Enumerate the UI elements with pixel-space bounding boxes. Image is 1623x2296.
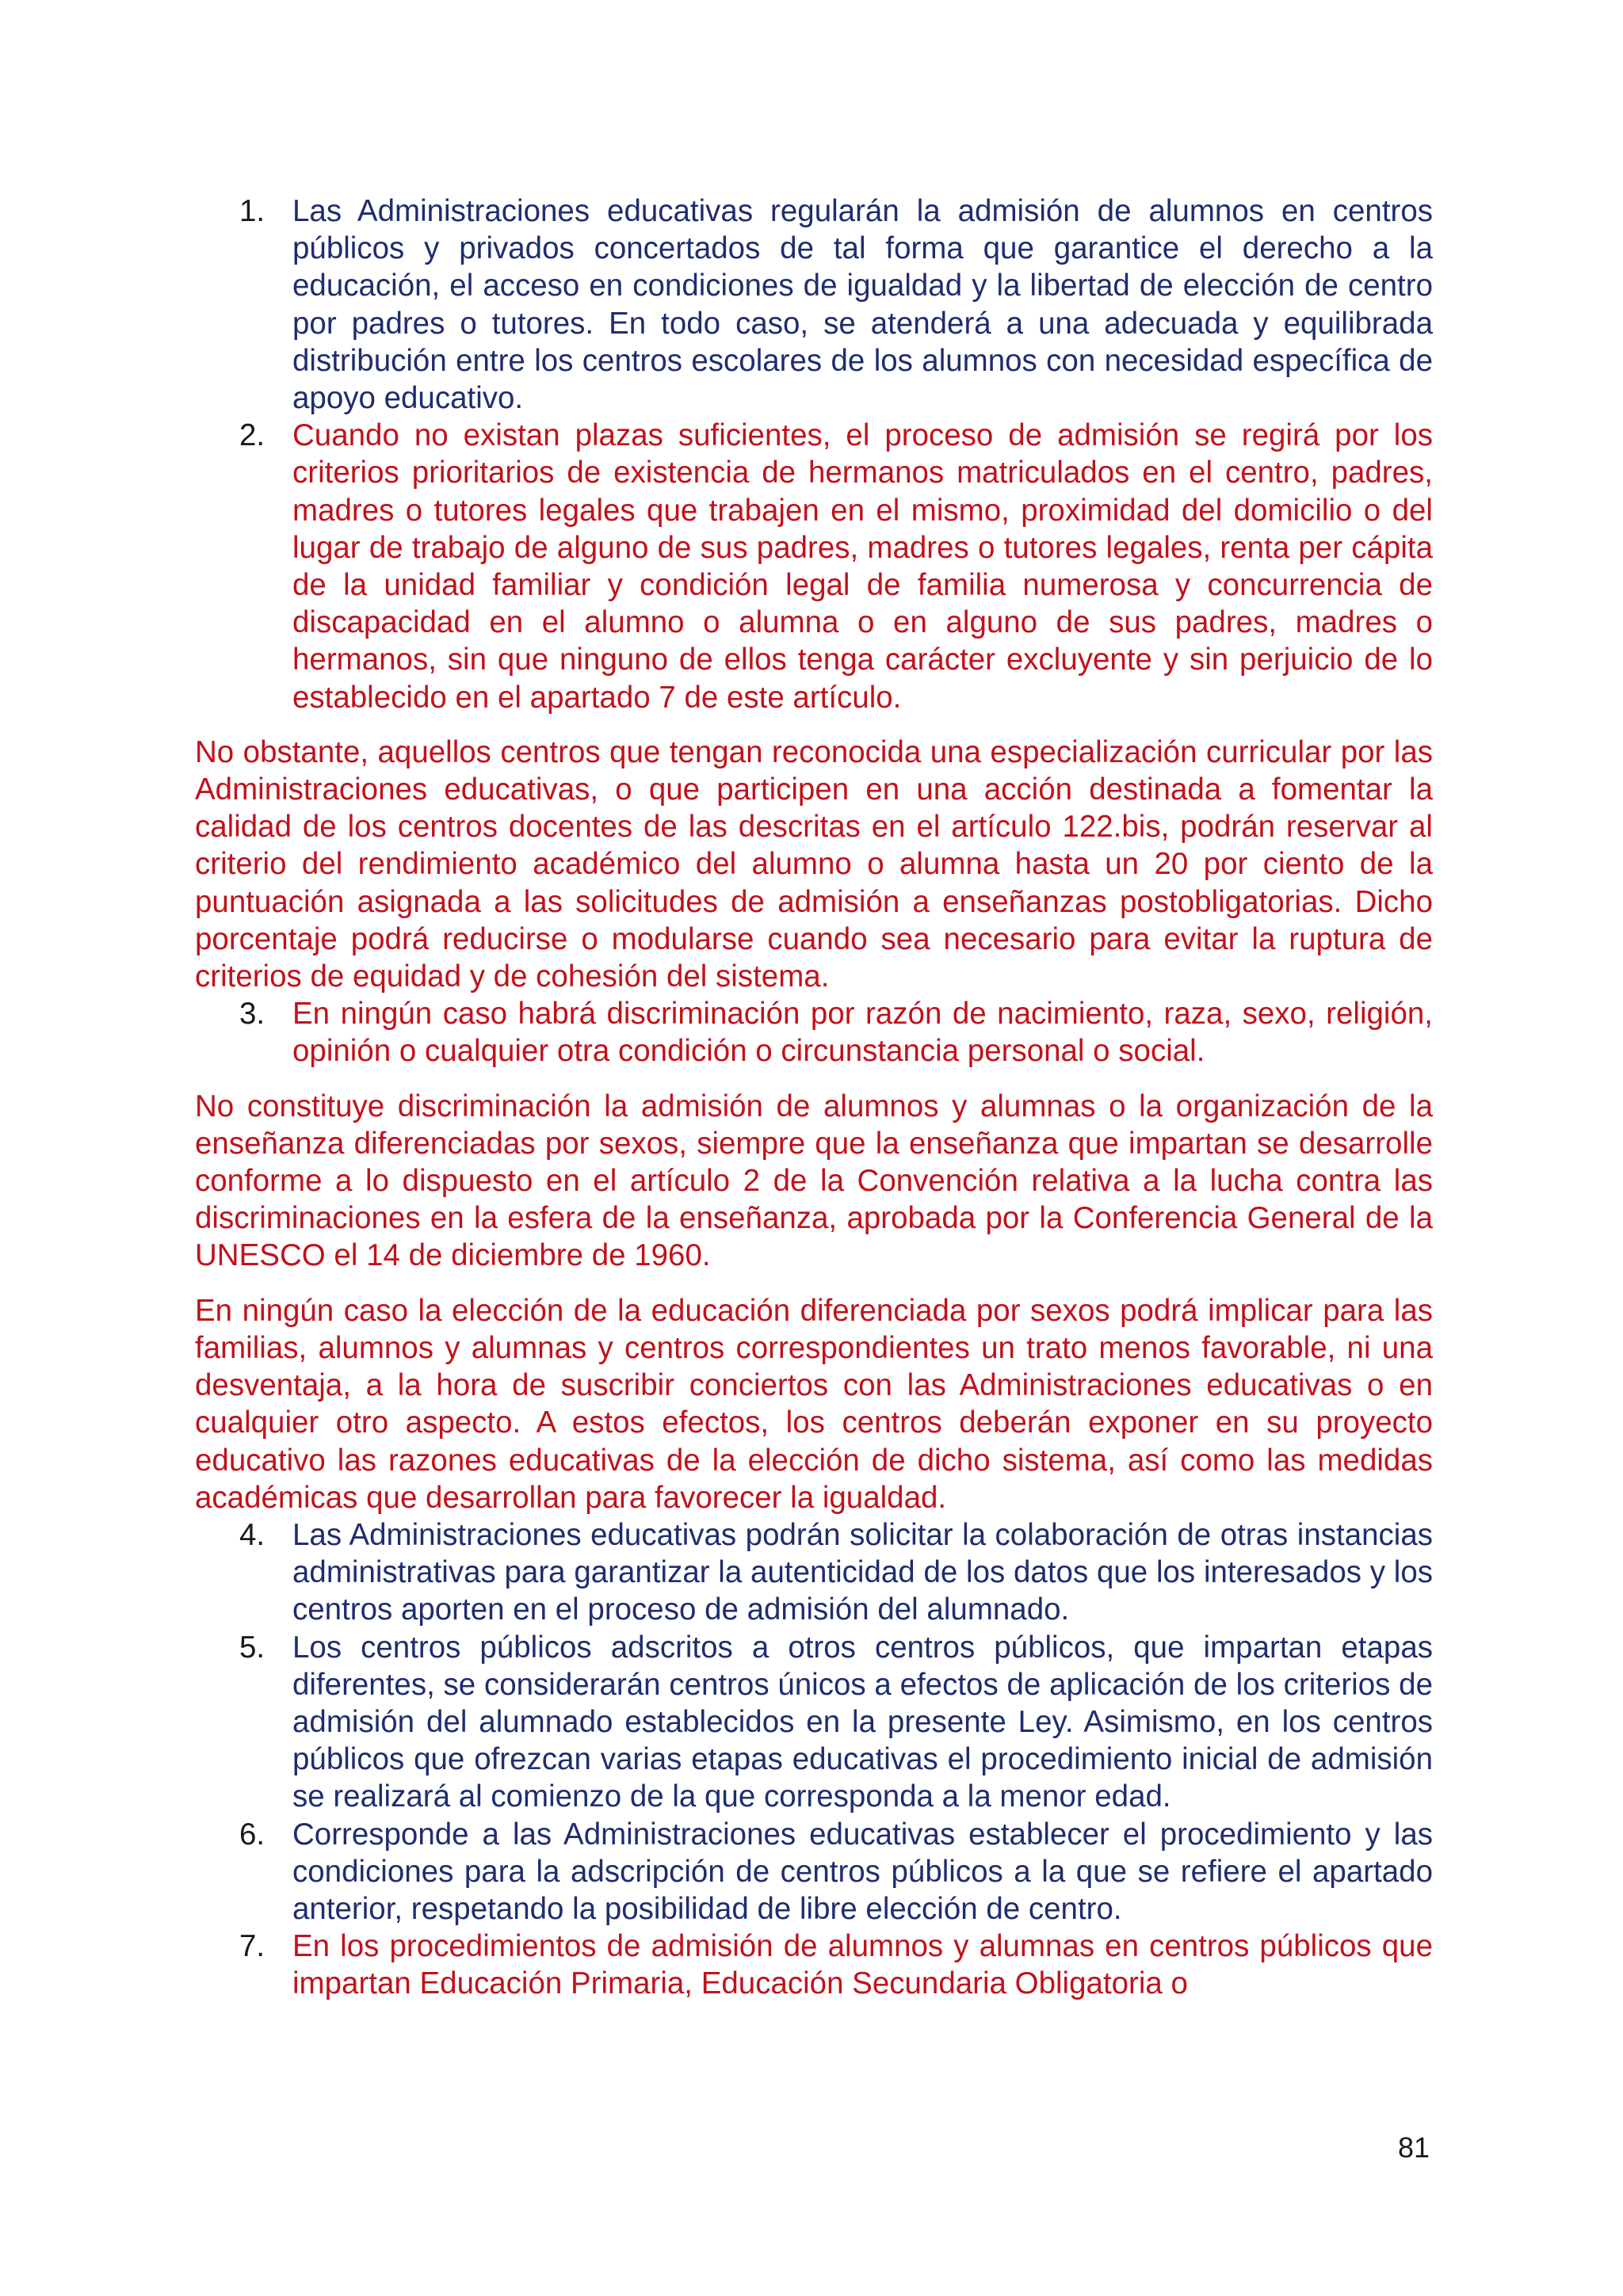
list-item-1	[195, 193, 1433, 417]
list-number: 1.	[239, 194, 265, 228]
paragraph-especializacion: No obstante, aquellos centros que tengan reconocida una especialización curricular por las Administraciones educativas, o que participen en una acción destinada a fomentar la calidad de los centros docentes de las descritas en el artículo 122.bis, podrán reservar al criterio del rendimiento académico del alumno o alumna hasta un 20 por ciento de la puntuación asignada a las solicitudes de admisión a enseñanzas postobligatorias. Dicho porcentaje podrá reducirse o modularse cuando sea necesario para evitar la ruptura de criterios de equidad y de cohesión del sistema.	[195, 734, 1433, 994]
list-item-text: Corresponde a las Administraciones educativas establecer el procedimiento y las condiciones para la adscripción de centros públicos a la que se refiere el apartado anterior, respetando la posibilidad de libre elección de centro.	[292, 1817, 1433, 1926]
list-item-text: Las Administraciones educativas podrán solicitar la colaboración de otras instancias administrativas para garantizar la autenticidad de los datos que los interesados y los centros aporten en el proceso de admisión del alumnado.	[292, 1517, 1433, 1627]
list-number: 4.	[239, 1517, 265, 1552]
document-body	[195, 193, 1433, 2003]
list-item-text: En los procedimientos de admisión de alumnos y alumnas en centros públicos que impartan Educación Primaria, Educación Secundaria Obligatoria o	[292, 1929, 1433, 2001]
list-item-7	[195, 1928, 1433, 2002]
list-item-3	[195, 995, 1433, 1070]
numbered-list-a	[195, 193, 1433, 716]
paragraph-educacion-diferenciada: En ningún caso la elección de la educación diferenciada por sexos podrá implicar para las familias, alumnos y alumnas y centros correspondientes un trato menos favorable, ni una desventaja, a la hora de suscribir conciertos con las Administraciones educativas o en cualquier otro aspecto. A estos efectos, los centros deberán exponer en su proyecto educativo las razones educativas de la elección de dicho sistema, así como las medidas académicas que desarrollan para favorecer la igualdad.	[195, 1293, 1433, 1515]
list-item-6	[195, 1816, 1433, 1928]
list-item-text: Las Administraciones educativas regularán la admisión de alumnos en centros públicos y privados concertados de tal forma que garantice el derecho a la educación, el acceso en condiciones de igualdad y la libertad de elección de centro por padres o tutores. En todo caso, se atenderá a una adecuada y equilibrada distribución entre los centros escolares de los alumnos con necesidad específica de apoyo educativo.	[292, 194, 1433, 416]
numbered-list-b	[195, 995, 1433, 1070]
list-item-4	[195, 1516, 1433, 1629]
page-number: 81	[1398, 2131, 1430, 2164]
numbered-list-c	[195, 1516, 1433, 2003]
list-number: 7.	[239, 1929, 265, 1964]
list-item-2	[195, 417, 1433, 716]
paragraph-no-discriminacion: No constituye discriminación la admisión de alumnos y alumnas o la organización de la enseñanza diferenciadas por sexos, siempre que la enseñanza que impartan se desarrolle conforme a lo dispuesto en el artículo 2 de la Convención relativa a la lucha contra las discriminaciones en la esfera de la enseñanza, aprobada por la Conferencia General de la UNESCO el 14 de diciembre de 1960.	[195, 1089, 1433, 1273]
list-item-text: Los centros públicos adscritos a otros centros públicos, que impartan etapas diferentes, se considerarán centros únicos a efectos de aplicación de los criterios de admisión del alumnado establecidos en la presente Ley. Asimismo, en los centros públicos que ofrezcan varias etapas educativas el procedimiento inicial de admisión se realizará al comienzo de la que corresponda a la menor edad.	[292, 1630, 1433, 1814]
list-number: 3.	[239, 997, 265, 1032]
list-item-text: En ningún caso habrá discriminación por razón de nacimiento, raza, sexo, religión, opinión o cualquier otra condición o circunstancia personal o social.	[292, 997, 1433, 1069]
list-number: 5.	[239, 1630, 265, 1665]
list-number: 2.	[239, 418, 265, 453]
list-item-text: Cuando no existan plazas suficientes, el proceso de admisión se regirá por los criterios prioritarios de existencia de hermanos matriculados en el centro, padres, madres o tutores legales que trabajen en el mismo, proximidad del domicilio o del lugar de trabajo de alguno de sus padres, madres o tutores legales, renta per cápita de la unidad familiar y condición legal de familia numerosa y concurrencia de discapacidad en el alumno o alumna o en alguno de sus padres, madres o hermanos, sin que ninguno de ellos tenga carácter excluyente y sin perjuicio de lo establecido en el apartado 7 de este artículo.	[292, 418, 1433, 715]
list-item-5	[195, 1629, 1433, 1816]
list-number: 6.	[239, 1817, 265, 1852]
